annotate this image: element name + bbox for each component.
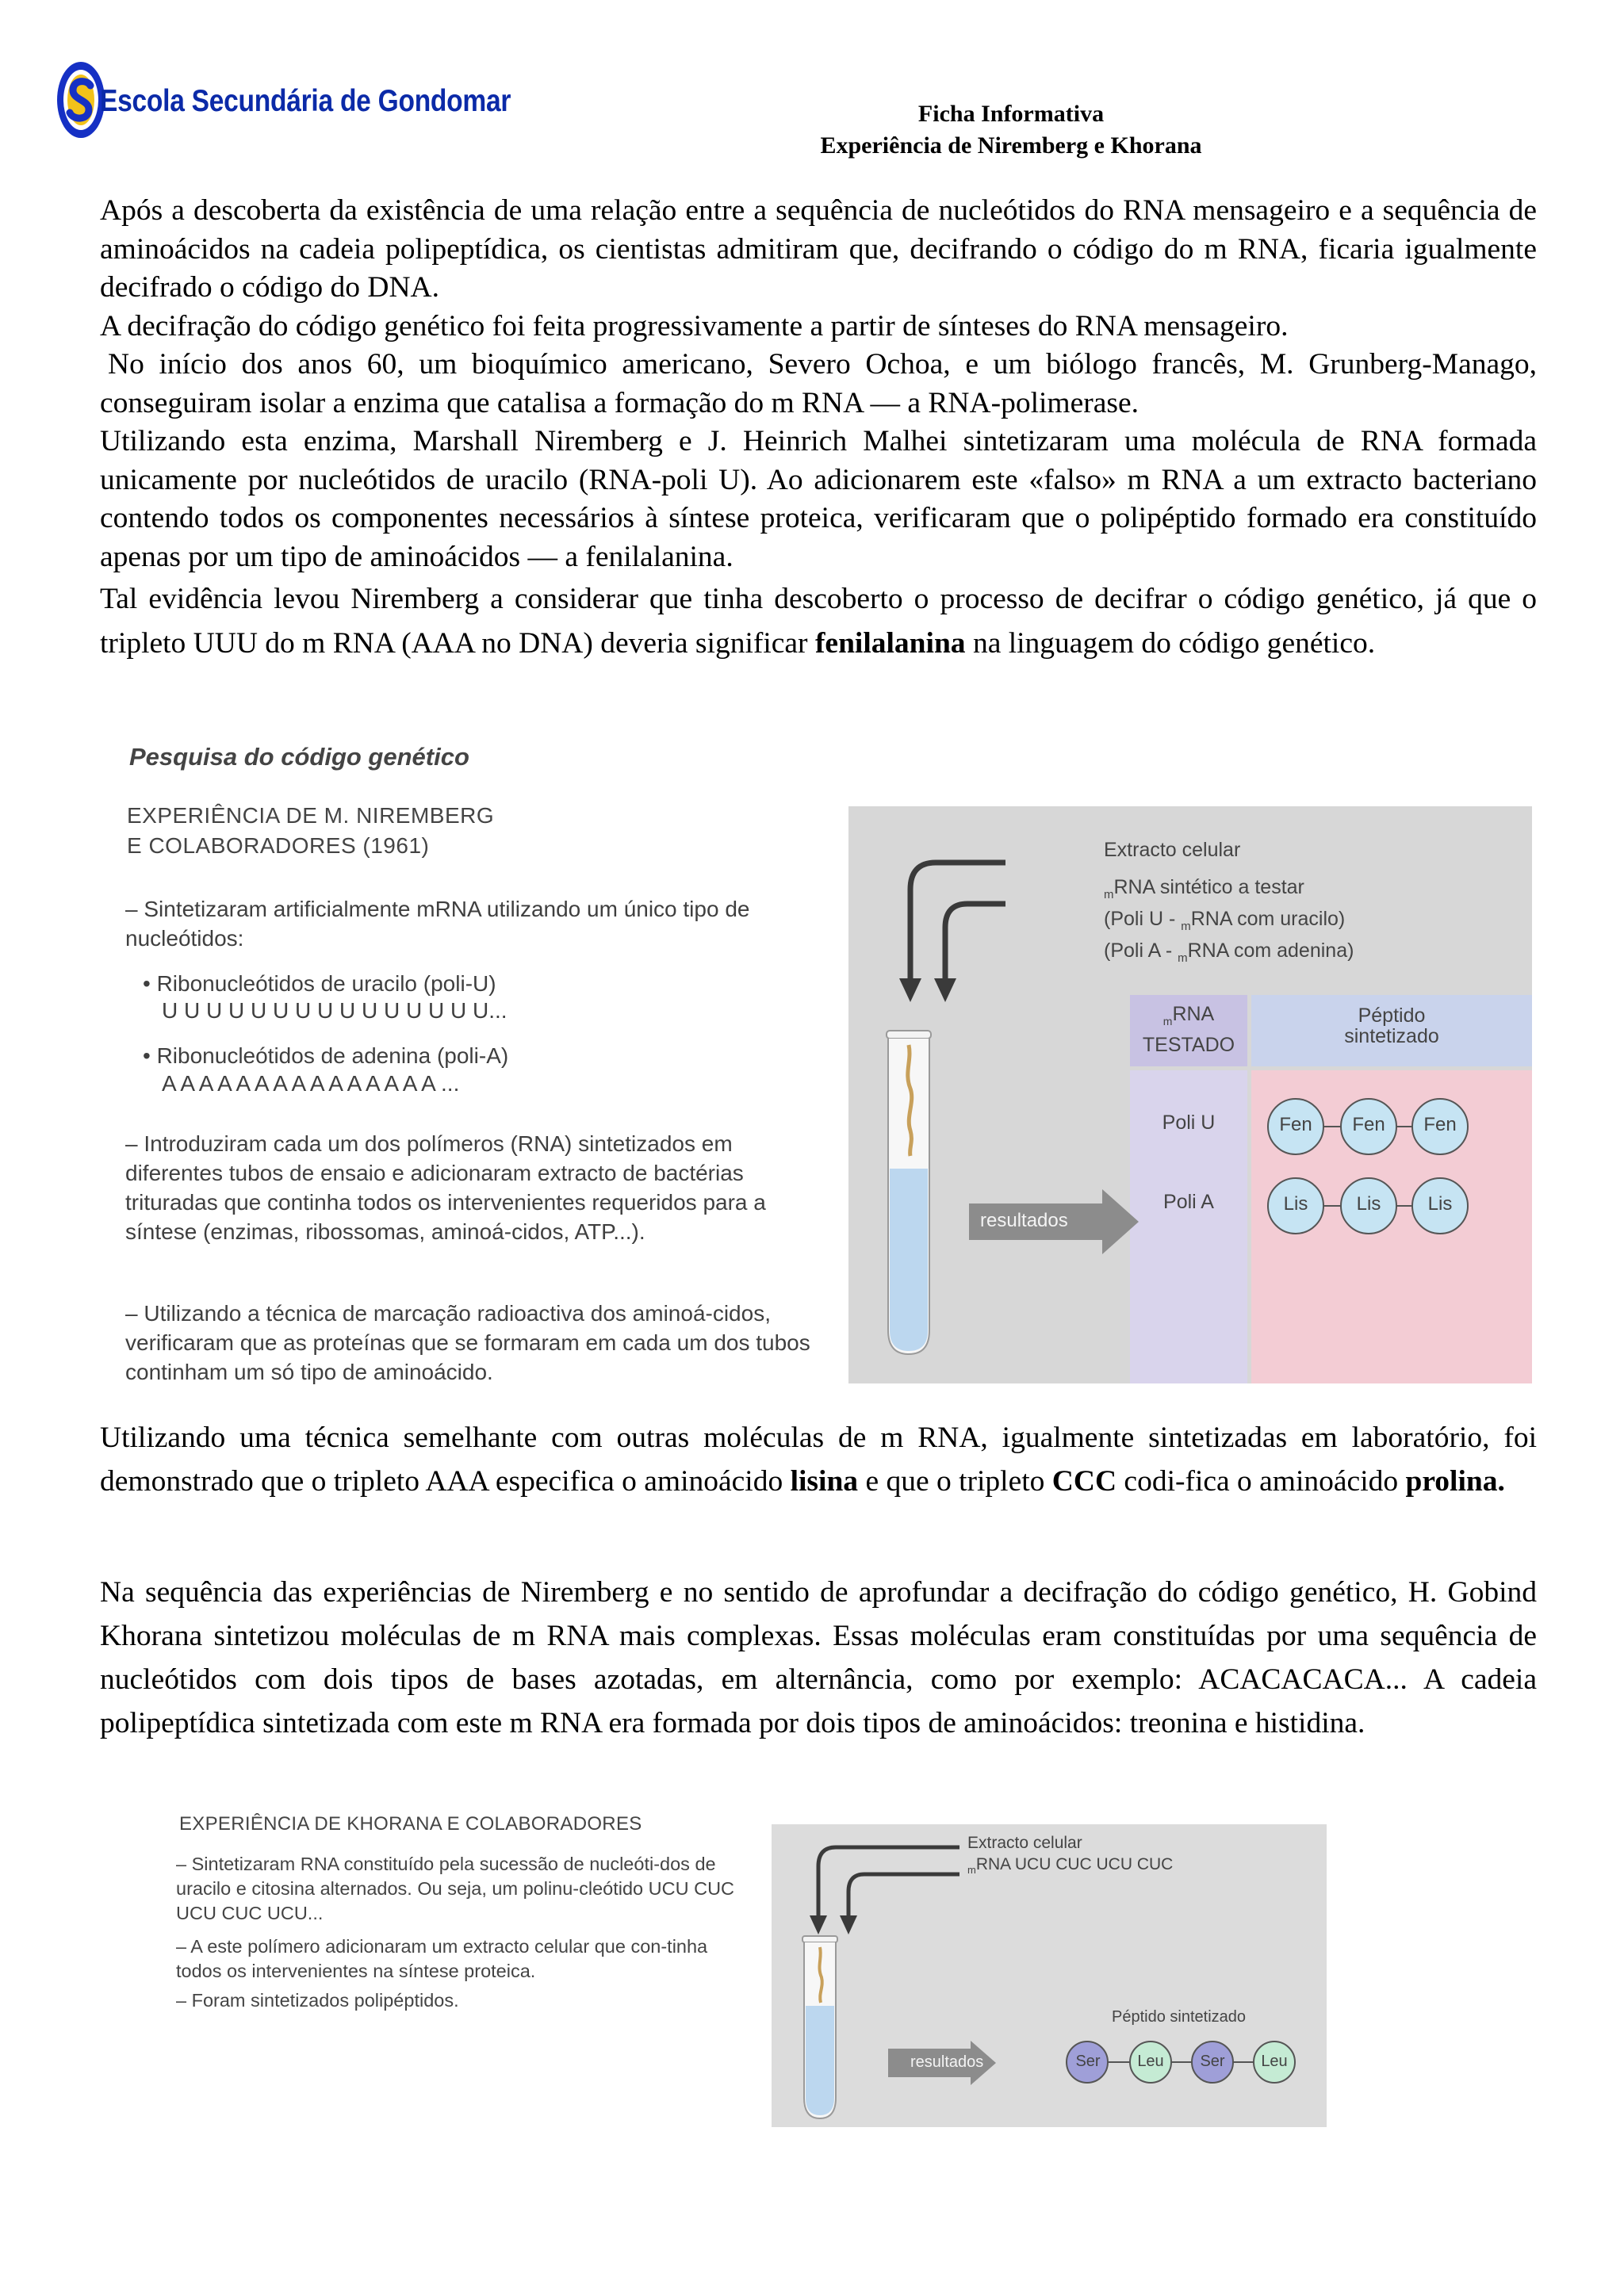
figure1-title: Pesquisa do código genético <box>129 743 469 771</box>
intro-paragraph-1: Após a descoberta da existência de uma relação entre a sequência de nucleótidos do RNA mensageiro e a sequência de aminoácidos na cadeia polipeptídica, os cientistas admitiram que, decifrando o código do m RNA, ficaria igualmente decifrado o código do DNA. <box>100 194 1537 304</box>
mid-p1-text2: e que o tripleto <box>858 1465 1052 1498</box>
mrna-test-line <box>1104 875 1354 907</box>
figure1-bullet1: • Ribonucleótidos de uracilo (poli-U) <box>143 971 496 996</box>
poliu-text: (Poli U - <box>1104 908 1182 930</box>
p5-bold-fenilalanina: fenilalanina <box>814 627 966 660</box>
extract-label-2: Extracto celular <box>967 1834 1082 1852</box>
mrna-sub-2: m <box>967 1864 976 1877</box>
peptide-ser-2: Ser <box>1200 2053 1225 2070</box>
doc-type: Ficha Informativa <box>917 101 1105 127</box>
poliu-rest: RNA com uracilo) <box>1190 908 1346 930</box>
peptide-lis-1: Lis <box>1283 1193 1308 1215</box>
mrna-text-2: RNA UCU CUC UCU CUC <box>975 1855 1174 1873</box>
mid-p1-text3: codi-fica o aminoácido <box>1116 1465 1406 1498</box>
mrna-col-line2: TESTADO <box>1142 1034 1235 1056</box>
poliu-sub: m <box>1181 920 1191 933</box>
peptide-ser-1: Ser <box>1075 2053 1101 2070</box>
mid-p1-text: Utilizando uma técnica semelhante com outras moléculas de m RNA, igualmente sintetizadas em laboratório, foi demonstrado que o tripleto AAA especifica o aminoácido <box>100 1422 1537 1498</box>
p5-text-end: na linguagem do código genético. <box>965 627 1376 660</box>
peptide-leu-1: Leu <box>1137 2053 1164 2070</box>
row-polia-label: Poli A <box>1163 1191 1214 1213</box>
polia-line <box>1104 939 1354 970</box>
figure2-step2: – A este polímero adicionaram um extracto celular que con-tinha todos os intervenientes na síntese proteica. <box>176 1936 708 1981</box>
figure1-subtitle-line2: E COLABORADORES (1961) <box>127 833 430 858</box>
peptide-leu-2: Leu <box>1261 2053 1288 2070</box>
intro-paragraph-4: Utilizando esta enzima, Marshall Niremberg e J. Heinrich Malhei sintetizaram uma molécula de RNA formada unicamente por nucleótidos de uracilo (RNA-poli U). Ao adicionarem este «falso» m RNA a um extracto bacteriano contendo todos os componentes necessários à síntese proteica, verificaram que o polipéptido formado era constituído apenas por um tipo de aminoácidos — a fenilalanina. <box>100 425 1537 573</box>
test-tube-icon <box>877 1029 940 1362</box>
figure1-bullet2: • Ribonucleótidos de adenina (poli-A) <box>143 1043 509 1068</box>
peptide-fen-1: Fen <box>1279 1114 1312 1135</box>
figure1-step2: – Introduziram cada um dos polímeros (RNA) sintetizados em diferentes tubos de ensaio e adicionaram extracto de bactérias trituradas que continha todos os intervenientes requeridos para a síntese (enzimas, ribossomas, aminoá-cidos, ATP...). <box>125 1131 766 1244</box>
peptide-lis-2: Lis <box>1356 1193 1381 1215</box>
extract-label: Extracto celular <box>1104 839 1241 861</box>
figure2-step3: – Foram sintetizados polipéptidos. <box>176 1990 459 2011</box>
row-poliu-label: Poli U <box>1162 1112 1216 1134</box>
p5-text: Tal evidência levou Niremberg a considerar que tinha descoberto o processo de decifrar o código genético, já que o tripleto UUU do m RNA (AAA no DNA) deveria significar <box>100 583 1537 660</box>
figure1-step1: – Sintetizaram artificialmente mRNA utilizando um único tipo de nucleótidos: <box>125 897 750 951</box>
peptide-col-line2: sintetizado <box>1344 1025 1439 1047</box>
doc-title: Experiência de Niremberg e Khorana <box>820 132 1202 159</box>
mrna-test-text: RNA sintético a testar <box>1113 876 1304 898</box>
peptide-column-title <box>1251 1005 1532 1047</box>
mid-p1-bold-prolina: prolina. <box>1405 1465 1505 1498</box>
polia-rest: RNA com adenina) <box>1187 939 1354 962</box>
figure2-subtitle: EXPERIÊNCIA DE KHORANA E COLABORADORES <box>179 1813 642 1835</box>
peptide-fen-2: Fen <box>1352 1114 1385 1135</box>
figure1-seq-polia: A A A A A A A A A A A A A A A ... <box>162 1071 460 1096</box>
mrna-col-line1 <box>1130 1002 1247 1033</box>
figure1-subtitle <box>127 801 494 861</box>
intro-paragraph-2: A decifração do código genético foi feita progressivamente a partir de sínteses do RNA mensageiro. <box>100 310 1289 342</box>
mrna-sub: m <box>1104 888 1114 901</box>
extract-arrows-icon-2 <box>801 1838 975 1941</box>
middle-paragraph-1 <box>100 1416 1537 1503</box>
results-label: resultados <box>980 1210 1068 1231</box>
mrna-col-sub: m <box>1162 1015 1173 1027</box>
middle-paragraph-2: Na sequência das experiências de Niremberg e no sentido de aprofundar a decifração do código genético, H. Gobind Khorana sintetizou moléculas de m RNA mais complexas. Essas moléculas eram constituídas por uma sequência de nucleótidos com dois tipos de bases azotadas, em alternância, como por exemplo: ACACACACA... A cadeia polipeptídica sintetizada com este m RNA era formada por dois tipos de aminoácidos: treonina e histidina. <box>100 1576 1537 1739</box>
mid-p1-bold-lisina: lisina <box>790 1465 859 1498</box>
peptide-lis-3: Lis <box>1427 1193 1453 1215</box>
sheet-header <box>714 98 1308 162</box>
peptide-fen-3: Fen <box>1423 1114 1457 1135</box>
mrna-col-text: RNA <box>1172 1003 1215 1025</box>
mid-p1-bold-ccc: CCC <box>1051 1465 1117 1498</box>
school-name: Escola Secundária de Gondomar <box>100 84 511 118</box>
extract-arrows-icon <box>888 848 1015 1007</box>
intro-paragraph-3: No início dos anos 60, um bioquímico americano, Severo Ochoa, e um biólogo francês, M. Grunberg-Manago, conseguiram isolar a enzima que catalisa a formação do m RNA — a RNA-polimerase. <box>100 348 1537 419</box>
mrna-column-title <box>1130 1002 1247 1057</box>
test-tube-icon-2 <box>796 1934 844 2123</box>
peptide-col-line1: Péptido <box>1358 1004 1426 1027</box>
polia-sub: m <box>1178 951 1188 965</box>
figure1-step3: – Utilizando a técnica de marcação radioactiva dos aminoá-cidos, verificaram que as proteínas que se formaram em cada um dos tubos continham um só tipo de aminoácido. <box>125 1301 810 1384</box>
poliu-line <box>1104 907 1354 939</box>
polia-text: (Poli A - <box>1104 939 1178 962</box>
results-label-2: resultados <box>910 2053 984 2071</box>
peptide-label-2: Péptido sintetizado <box>1112 2008 1247 2026</box>
mrna-test-label <box>1104 875 1354 970</box>
figure2-step1: – Sintetizaram RNA constituído pela sucessão de nucleóti-dos de uracilo e citosina alternados. Ou seja, um polinu-cleótido UCU CUC UCU CUC UCU... <box>176 1854 735 1923</box>
intro-paragraph-5 <box>100 577 1537 666</box>
figure1-subtitle-line1: EXPERIÊNCIA DE M. NIREMBERG <box>127 803 495 828</box>
mrna-label-2 <box>967 1855 1173 1876</box>
figure1-seq-poliu: U U U U U U U U U U U U U U U... <box>162 998 508 1023</box>
